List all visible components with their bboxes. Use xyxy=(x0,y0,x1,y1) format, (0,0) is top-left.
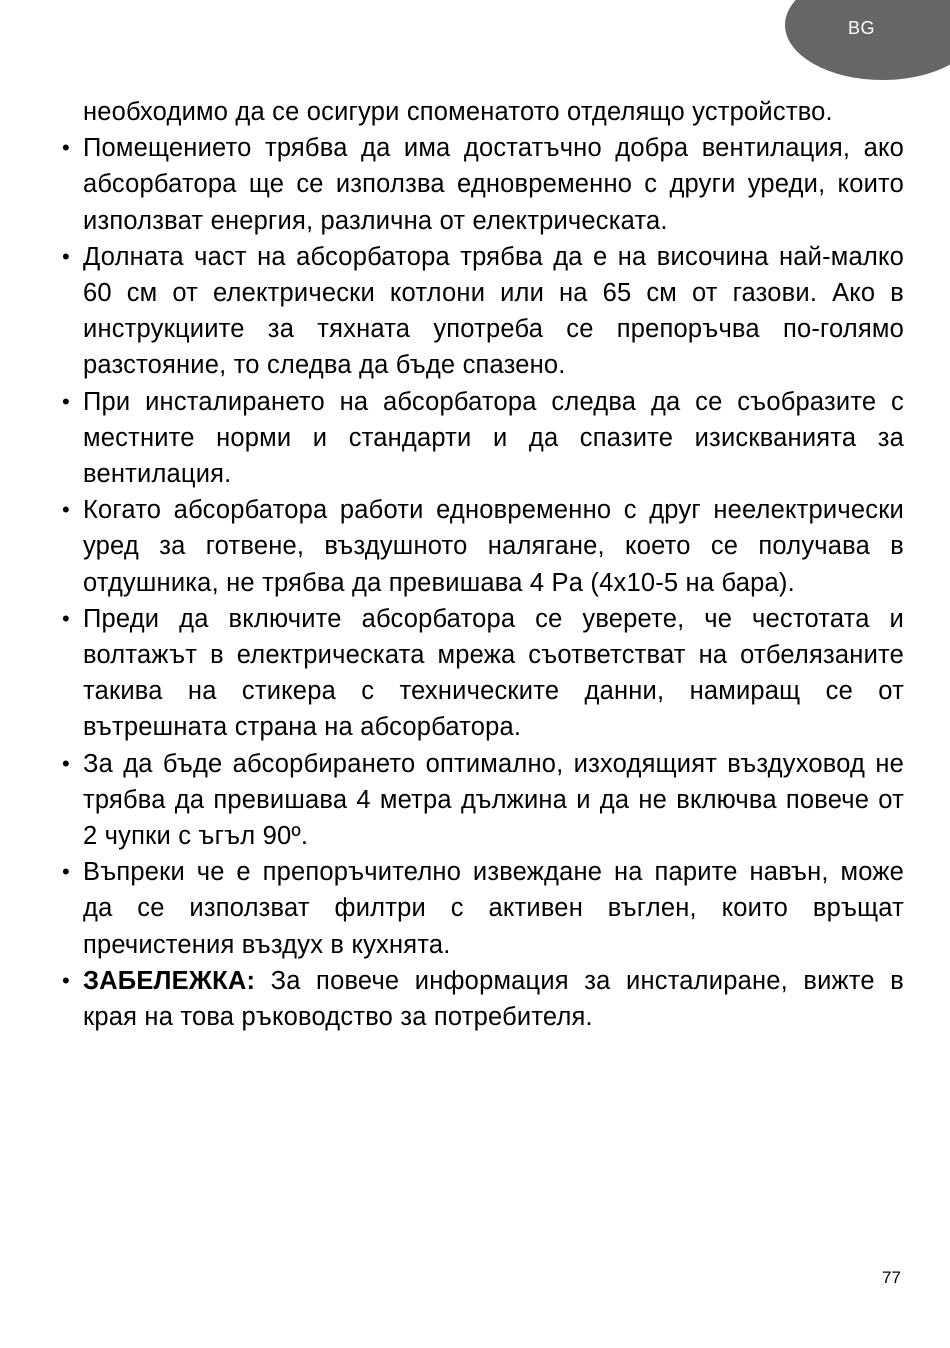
bullet-icon: • xyxy=(62,243,70,269)
list-item xyxy=(62,492,904,601)
list-item-text: Въпреки че е препоръчително извеждане на парите навън, може да се използват филтри с активен въглен, които връщат пречистения въздух в кухнята. xyxy=(83,858,904,959)
bullet-icon: • xyxy=(62,605,70,631)
list-item xyxy=(62,130,904,239)
bullet-icon: • xyxy=(62,135,70,161)
bullet-icon: • xyxy=(62,497,70,523)
bullet-icon: • xyxy=(62,750,70,776)
list-item-text: Помещението трябва да има достатъчно добра вентилация, ако абсорбатора ще се използва едновременно с други уреди, които използват енергия, различна от електрическата. xyxy=(83,134,904,235)
bullet-icon: • xyxy=(62,388,70,414)
intro-text: необходимо да се осигури споменатото отделящо устройство. xyxy=(83,98,833,126)
list-item xyxy=(62,601,904,746)
language-tab xyxy=(785,0,950,80)
list-item-text: Когато абсорбатора работи едновременно с друг неелектрически уред за готвене, въздушното налягане, което се получава в отдушника, не трябва да превишава 4 Pa (4x10-5 на бара). xyxy=(83,496,904,597)
list-item xyxy=(62,746,904,855)
list-item xyxy=(62,384,904,493)
list-item-text: Долната част на абсорбатора трябва да е на височина най-малко 60 см от електрически котлони или на 65 см от газови. Ако в инструкциите за тяхната употреба се препоръчва по-голямо разстояние, то следва да бъде спазено. xyxy=(83,242,904,380)
bullet-icon: • xyxy=(62,859,70,885)
note-item xyxy=(62,963,904,1035)
bullet-icon: • xyxy=(62,967,70,993)
list-item-text: За да бъде абсорбирането оптимално, изходящият въздуховод не трябва да превишава 4 метра дължина и да не включва повече от 2 чупки с ъгъл 90º. xyxy=(83,749,904,851)
document-body xyxy=(62,94,904,1035)
language-badge: BG xyxy=(848,18,876,38)
intro-paragraph xyxy=(62,94,904,130)
page-number: 77 xyxy=(882,1268,901,1287)
list-item-text: При инсталирането на абсорбатора следва да се съобразите с местните норми и стандарти и да спазите изискванията за вентилация. xyxy=(83,387,904,489)
note-label: ЗАБЕЛЕЖКА: xyxy=(83,966,256,995)
list-item-text: Преди да включите абсорбатора се уверете, че честотата и волтажът в електрическата мрежа съответстват на отбелязаните такива на стикера с техническите данни, намиращ се от вътрешната страна на абсорбатора. xyxy=(83,604,904,742)
list-item xyxy=(62,854,904,963)
list-item xyxy=(62,239,904,384)
note-text: За повече информация за инсталиране, вижте в края на това ръководство за потребителя. xyxy=(83,966,904,1032)
